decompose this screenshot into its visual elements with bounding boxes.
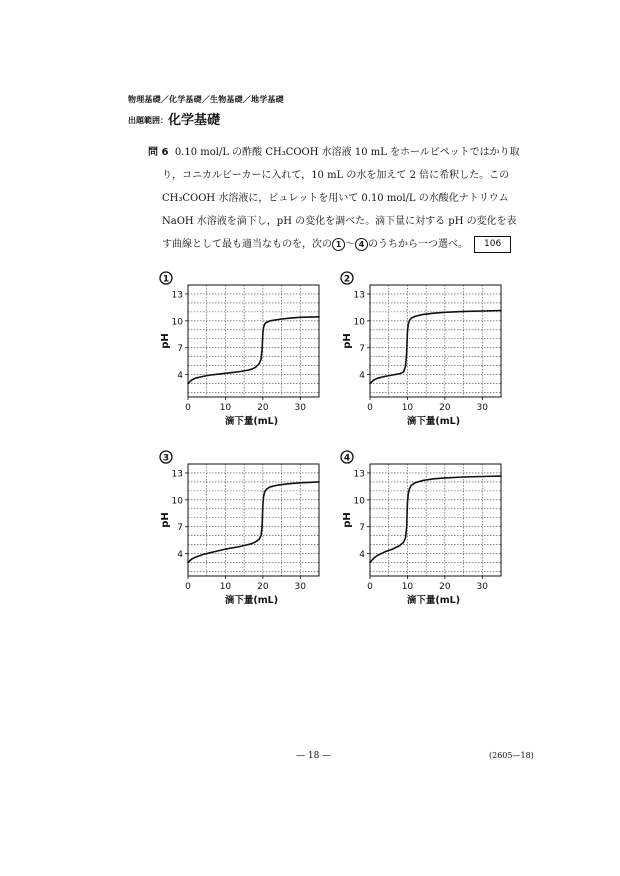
panel-number: 1 — [162, 274, 170, 285]
titration-curve — [188, 482, 319, 563]
question-line-5: す曲線として最も適当なものを，次の 1 ～ 4 のうちから一つ選べ。 106 — [148, 233, 508, 256]
x-tick-label: 10 — [219, 582, 232, 592]
x-tick-label: 0 — [367, 403, 373, 413]
x-tick-label: 30 — [294, 582, 307, 592]
question-line-4: NaOH 水溶液を滴下し，pH の変化を調べた。滴下量に対する pH の変化を表 — [162, 216, 517, 227]
x-tick-label: 0 — [367, 582, 373, 592]
titration-curve — [370, 311, 501, 384]
x-tick-label: 10 — [219, 403, 232, 413]
y-axis-label: pH — [342, 512, 353, 528]
y-tick-label: 7 — [359, 344, 365, 355]
y-tick-label: 10 — [171, 496, 183, 507]
question-line-3: CH₃COOH 水溶液に，ビュレットを用いて 0.10 mol/L の水酸化ナトリウム — [162, 193, 509, 204]
choice-range-start: 1 — [332, 238, 345, 251]
y-tick-label: 13 — [353, 469, 365, 480]
x-axis-label: 滴下量(mL) — [224, 416, 279, 427]
subjects-header: 物理基礎／化学基礎／生物基礎／地学基礎 — [128, 95, 284, 104]
x-tick-label: 20 — [257, 403, 269, 413]
graph-4 — [341, 451, 501, 606]
x-tick-label: 30 — [476, 403, 489, 413]
y-tick-label: 10 — [353, 496, 365, 507]
question-line-1: 問 6 0.10 mol/L の酢酸 CH₃COOH 水溶液 10 mL をホールピペットではかり取 — [148, 147, 520, 158]
range-value: 化学基礎 — [168, 113, 221, 128]
choice-range-end: 4 — [355, 238, 368, 251]
x-axis-label: 滴下量(mL) — [406, 416, 461, 427]
y-tick-label: 7 — [359, 523, 365, 534]
x-axis-label: 滴下量(mL) — [224, 595, 279, 606]
plot-frame — [188, 285, 319, 397]
x-tick-label: 10 — [401, 403, 414, 413]
y-tick-label: 4 — [359, 371, 365, 382]
panel-number: 3 — [162, 453, 170, 464]
plot-frame — [370, 464, 501, 576]
titration-curve — [370, 476, 501, 562]
x-tick-label: 20 — [257, 582, 269, 592]
y-tick-label: 13 — [353, 290, 365, 301]
panel-number: 4 — [343, 453, 351, 464]
answer-box[interactable]: 106 — [474, 236, 511, 253]
x-tick-label: 30 — [294, 403, 307, 413]
x-tick-label: 0 — [185, 582, 191, 592]
y-tick-label: 13 — [171, 290, 183, 301]
y-tick-label: 10 — [171, 317, 183, 328]
y-tick-label: 7 — [177, 523, 183, 534]
question-number: 問 6 — [148, 147, 169, 158]
y-tick-label: 10 — [353, 317, 365, 328]
panel-number: 2 — [343, 274, 351, 285]
graph-2 — [341, 272, 501, 427]
x-tick-label: 20 — [439, 403, 451, 413]
x-tick-label: 10 — [401, 582, 414, 592]
plot-frame — [188, 464, 319, 576]
y-tick-label: 4 — [177, 550, 183, 561]
y-axis-label: pH — [342, 333, 353, 349]
x-tick-label: 20 — [439, 582, 451, 592]
y-tick-label: 4 — [359, 550, 365, 561]
x-tick-label: 0 — [185, 403, 191, 413]
y-axis-label: pH — [160, 333, 171, 349]
y-tick-label: 7 — [177, 344, 183, 355]
titration-curve — [188, 317, 319, 384]
y-tick-label: 4 — [177, 371, 183, 382]
question-line-2: り，コニカルビーカーに入れて，10 mL の水を加えて 2 倍に希釈した。この — [162, 170, 510, 181]
y-axis-label: pH — [160, 512, 171, 528]
graph-3 — [160, 451, 319, 606]
graph-1 — [160, 272, 319, 427]
x-axis-label: 滴下量(mL) — [406, 595, 461, 606]
x-tick-label: 30 — [476, 582, 489, 592]
plot-frame — [370, 285, 501, 397]
page-number: — 18 — — [296, 751, 332, 761]
page-code: (2605—18) — [489, 751, 534, 760]
y-tick-label: 13 — [171, 469, 183, 480]
range-label: 出題範囲： — [128, 116, 168, 125]
